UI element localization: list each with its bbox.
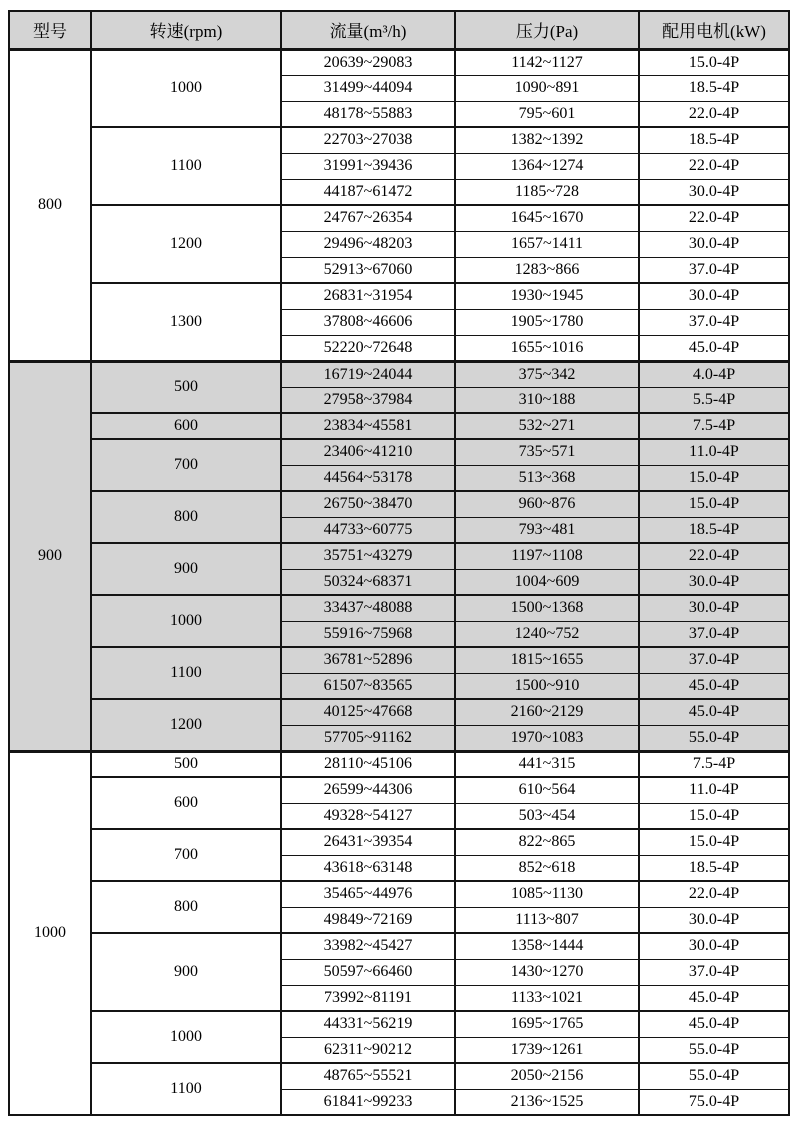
motor-cell: 30.0-4P [639, 907, 789, 933]
pressure-cell: 793~481 [455, 517, 639, 543]
pressure-cell: 795~601 [455, 101, 639, 127]
speed-cell: 1000 [91, 49, 281, 127]
speed-cell: 700 [91, 439, 281, 491]
motor-cell: 30.0-4P [639, 569, 789, 595]
flow-cell: 44733~60775 [281, 517, 455, 543]
flow-cell: 26750~38470 [281, 491, 455, 517]
speed-cell: 500 [91, 751, 281, 777]
flow-cell: 57705~91162 [281, 725, 455, 751]
flow-cell: 43618~63148 [281, 855, 455, 881]
flow-cell: 33437~48088 [281, 595, 455, 621]
pressure-cell: 441~315 [455, 751, 639, 777]
flow-cell: 22703~27038 [281, 127, 455, 153]
model-cell: 1000 [9, 751, 91, 1115]
pressure-cell: 1142~1127 [455, 49, 639, 75]
table-row [9, 413, 789, 439]
motor-cell: 75.0-4P [639, 1089, 789, 1115]
flow-cell: 23834~45581 [281, 413, 455, 439]
speed-cell: 600 [91, 777, 281, 829]
motor-cell: 45.0-4P [639, 673, 789, 699]
speed-cell: 1000 [91, 595, 281, 647]
speed-cell: 800 [91, 491, 281, 543]
motor-cell: 37.0-4P [639, 959, 789, 985]
speed-cell: 1300 [91, 283, 281, 361]
flow-cell: 49328~54127 [281, 803, 455, 829]
motor-cell: 30.0-4P [639, 933, 789, 959]
motor-cell: 15.0-4P [639, 49, 789, 75]
motor-cell: 45.0-4P [639, 1011, 789, 1037]
motor-cell: 11.0-4P [639, 439, 789, 465]
motor-cell: 37.0-4P [639, 647, 789, 673]
table-row [9, 699, 789, 725]
pressure-cell: 1500~910 [455, 673, 639, 699]
motor-cell: 55.0-4P [639, 725, 789, 751]
speed-cell: 900 [91, 543, 281, 595]
motor-cell: 30.0-4P [639, 231, 789, 257]
pressure-cell: 503~454 [455, 803, 639, 829]
table-row [9, 361, 789, 387]
motor-cell: 37.0-4P [639, 309, 789, 335]
col-header-flow: 流量(m³/h) [281, 11, 455, 49]
table-row [9, 595, 789, 621]
pressure-cell: 822~865 [455, 829, 639, 855]
speed-cell: 1100 [91, 127, 281, 205]
motor-cell: 15.0-4P [639, 491, 789, 517]
pressure-cell: 1085~1130 [455, 881, 639, 907]
header-row [9, 11, 789, 49]
flow-cell: 50597~66460 [281, 959, 455, 985]
motor-cell: 55.0-4P [639, 1063, 789, 1089]
pressure-cell: 1655~1016 [455, 335, 639, 361]
motor-cell: 37.0-4P [639, 257, 789, 283]
pressure-cell: 1905~1780 [455, 309, 639, 335]
flow-cell: 73992~81191 [281, 985, 455, 1011]
pressure-cell: 1185~728 [455, 179, 639, 205]
pressure-cell: 1430~1270 [455, 959, 639, 985]
table-row [9, 205, 789, 231]
flow-cell: 52220~72648 [281, 335, 455, 361]
table-row [9, 647, 789, 673]
table-row [9, 49, 789, 75]
flow-cell: 52913~67060 [281, 257, 455, 283]
flow-cell: 35751~43279 [281, 543, 455, 569]
table-row [9, 491, 789, 517]
pressure-cell: 852~618 [455, 855, 639, 881]
pressure-cell: 1090~891 [455, 75, 639, 101]
pressure-cell: 2050~2156 [455, 1063, 639, 1089]
pressure-cell: 513~368 [455, 465, 639, 491]
pressure-cell: 1358~1444 [455, 933, 639, 959]
col-header-pressure: 压力(Pa) [455, 11, 639, 49]
motor-cell: 22.0-4P [639, 101, 789, 127]
motor-cell: 22.0-4P [639, 153, 789, 179]
pressure-cell: 375~342 [455, 361, 639, 387]
pressure-cell: 1645~1670 [455, 205, 639, 231]
col-header-motor: 配用电机(kW) [639, 11, 789, 49]
flow-cell: 62311~90212 [281, 1037, 455, 1063]
speed-cell: 1000 [91, 1011, 281, 1063]
motor-cell: 22.0-4P [639, 205, 789, 231]
flow-cell: 61841~99233 [281, 1089, 455, 1115]
speed-cell: 1200 [91, 699, 281, 751]
flow-cell: 29496~48203 [281, 231, 455, 257]
pressure-cell: 1113~807 [455, 907, 639, 933]
pressure-cell: 2160~2129 [455, 699, 639, 725]
col-header-speed: 转速(rpm) [91, 11, 281, 49]
table-row [9, 283, 789, 309]
flow-cell: 37808~46606 [281, 309, 455, 335]
flow-cell: 26599~44306 [281, 777, 455, 803]
flow-cell: 40125~47668 [281, 699, 455, 725]
speed-cell: 700 [91, 829, 281, 881]
pressure-cell: 1382~1392 [455, 127, 639, 153]
motor-cell: 55.0-4P [639, 1037, 789, 1063]
pressure-cell: 310~188 [455, 387, 639, 413]
flow-cell: 20639~29083 [281, 49, 455, 75]
flow-cell: 24767~26354 [281, 205, 455, 231]
pressure-cell: 1240~752 [455, 621, 639, 647]
flow-cell: 28110~45106 [281, 751, 455, 777]
motor-cell: 7.5-4P [639, 413, 789, 439]
flow-cell: 44564~53178 [281, 465, 455, 491]
motor-cell: 18.5-4P [639, 127, 789, 153]
flow-cell: 23406~41210 [281, 439, 455, 465]
pressure-cell: 735~571 [455, 439, 639, 465]
pressure-cell: 1695~1765 [455, 1011, 639, 1037]
model-cell: 800 [9, 49, 91, 361]
pressure-cell: 1133~1021 [455, 985, 639, 1011]
flow-cell: 48765~55521 [281, 1063, 455, 1089]
speed-cell: 600 [91, 413, 281, 439]
motor-cell: 4.0-4P [639, 361, 789, 387]
motor-cell: 30.0-4P [639, 283, 789, 309]
motor-cell: 45.0-4P [639, 985, 789, 1011]
flow-cell: 49849~72169 [281, 907, 455, 933]
flow-cell: 36781~52896 [281, 647, 455, 673]
table-body [9, 49, 789, 1115]
pressure-cell: 1364~1274 [455, 153, 639, 179]
motor-cell: 15.0-4P [639, 465, 789, 491]
flow-cell: 26431~39354 [281, 829, 455, 855]
pressure-cell: 1657~1411 [455, 231, 639, 257]
speed-cell: 900 [91, 933, 281, 1011]
motor-cell: 18.5-4P [639, 517, 789, 543]
motor-cell: 30.0-4P [639, 595, 789, 621]
flow-cell: 31499~44094 [281, 75, 455, 101]
pressure-cell: 2136~1525 [455, 1089, 639, 1115]
speed-cell: 1200 [91, 205, 281, 283]
col-header-model: 型号 [9, 11, 91, 49]
table-row [9, 1011, 789, 1037]
pressure-cell: 1739~1261 [455, 1037, 639, 1063]
flow-cell: 33982~45427 [281, 933, 455, 959]
speed-cell: 500 [91, 361, 281, 413]
table-row [9, 777, 789, 803]
motor-cell: 45.0-4P [639, 335, 789, 361]
pressure-cell: 1970~1083 [455, 725, 639, 751]
motor-cell: 15.0-4P [639, 803, 789, 829]
table-row [9, 439, 789, 465]
motor-cell: 15.0-4P [639, 829, 789, 855]
pressure-cell: 532~271 [455, 413, 639, 439]
table-row [9, 127, 789, 153]
table-row [9, 1063, 789, 1089]
flow-cell: 27958~37984 [281, 387, 455, 413]
pressure-cell: 960~876 [455, 491, 639, 517]
flow-cell: 31991~39436 [281, 153, 455, 179]
motor-cell: 18.5-4P [639, 75, 789, 101]
flow-cell: 26831~31954 [281, 283, 455, 309]
model-cell: 900 [9, 361, 91, 751]
pressure-cell: 1197~1108 [455, 543, 639, 569]
table-row [9, 829, 789, 855]
motor-cell: 30.0-4P [639, 179, 789, 205]
motor-cell: 22.0-4P [639, 881, 789, 907]
flow-cell: 48178~55883 [281, 101, 455, 127]
flow-cell: 35465~44976 [281, 881, 455, 907]
motor-cell: 5.5-4P [639, 387, 789, 413]
motor-cell: 22.0-4P [639, 543, 789, 569]
motor-cell: 7.5-4P [639, 751, 789, 777]
table-row [9, 933, 789, 959]
fan-spec-table [8, 10, 790, 1116]
flow-cell: 50324~68371 [281, 569, 455, 595]
motor-cell: 11.0-4P [639, 777, 789, 803]
flow-cell: 44331~56219 [281, 1011, 455, 1037]
pressure-cell: 1815~1655 [455, 647, 639, 673]
flow-cell: 61507~83565 [281, 673, 455, 699]
motor-cell: 37.0-4P [639, 621, 789, 647]
flow-cell: 55916~75968 [281, 621, 455, 647]
flow-cell: 16719~24044 [281, 361, 455, 387]
speed-cell: 800 [91, 881, 281, 933]
speed-cell: 1100 [91, 1063, 281, 1115]
flow-cell: 44187~61472 [281, 179, 455, 205]
pressure-cell: 1004~609 [455, 569, 639, 595]
pressure-cell: 1500~1368 [455, 595, 639, 621]
table-row [9, 543, 789, 569]
pressure-cell: 1930~1945 [455, 283, 639, 309]
speed-cell: 1100 [91, 647, 281, 699]
motor-cell: 45.0-4P [639, 699, 789, 725]
motor-cell: 18.5-4P [639, 855, 789, 881]
table-row [9, 751, 789, 777]
pressure-cell: 1283~866 [455, 257, 639, 283]
pressure-cell: 610~564 [455, 777, 639, 803]
table-row [9, 881, 789, 907]
